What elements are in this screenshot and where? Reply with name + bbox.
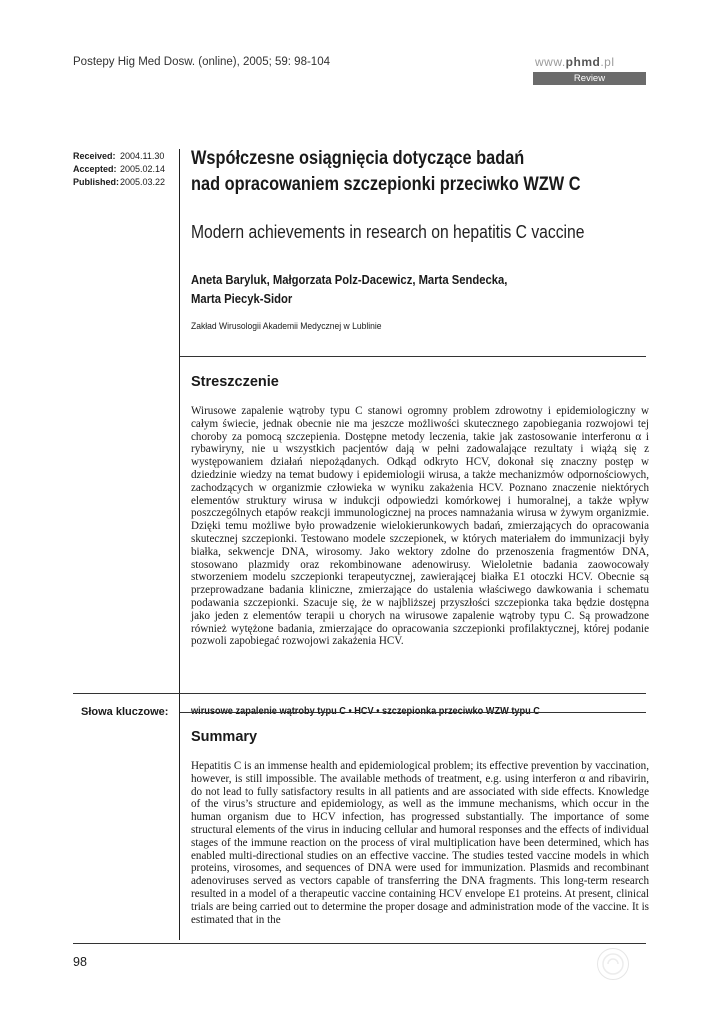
summary-text: Hepatitis C is an immense health and epidemiological problem; its effective prevention by vaccination, however, is still impossible. The available methods of treatment, e.g. using interferon α and ribavirin, do not lead to fully satisfactory results in all patients and are associated with side effects. Knowledge of the virus’s structure and epidemiology, as well as the immune mechanisms, which occur in the human organism due to HCV infection, has progressed substantially. The importance of some structural elements of the virus in inducing cellular and humoral responses and the effects of individual stages of the immune reaction on the process of viral multiplication have been determined, which has enabled multi-directional studies on an effective vaccine. The studies tested vaccine models in which proteins, virosomes, and sequences of DNA were used for immunization. Plasmids and recombinant adenoviruses served as vectors capable of transferring the DNA fragments. This long-term research resulted in a model of a therapeutic vaccine containing HCV envelope E1 proteins. At present, clinical trials are being carried out to determine the proper dosage and administration mode of the vaccine. It is estimated that in the bbox=[191, 760, 649, 926]
title-polish-line2: nad opracowaniem szczepionki przeciwko WZW C bbox=[191, 174, 581, 195]
received-date: 2004.11.30 bbox=[120, 151, 165, 161]
site-prefix: www. bbox=[535, 55, 566, 69]
accepted-row bbox=[73, 163, 165, 176]
accepted-label: Accepted: bbox=[73, 164, 117, 174]
streszczenie-heading: Streszczenie bbox=[191, 374, 279, 390]
watermark-logo-svg bbox=[598, 949, 628, 979]
footer-line bbox=[73, 943, 646, 944]
title-polish-line1: Współczesne osiągnięcia dotyczące badań bbox=[191, 148, 525, 169]
published-date: 2005.03.22 bbox=[120, 177, 166, 187]
site-suffix: .pl bbox=[600, 55, 615, 69]
website-url[interactable] bbox=[535, 55, 615, 69]
received-row bbox=[73, 150, 165, 163]
published-row bbox=[73, 176, 165, 189]
column-divider bbox=[179, 149, 180, 940]
keywords-label: Słowa kluczowe: bbox=[81, 706, 169, 718]
authors bbox=[191, 271, 507, 309]
article-dates bbox=[73, 150, 165, 189]
journal-citation: Postepy Hig Med Dosw. (online), 2005; 59: 98-104 bbox=[73, 56, 330, 68]
site-bold: phmd bbox=[565, 55, 601, 69]
article-type-badge: Review bbox=[533, 72, 646, 85]
keywords-top-line bbox=[73, 693, 646, 694]
summary-heading: Summary bbox=[191, 729, 258, 745]
streszczenie-text: Wirusowe zapalenie wątroby typu C stanowi ogromny problem zdrowotny i epidemiologiczny w całym świecie, jednak obecnie nie ma jeszcze możliwości skutecznego zapobiegania rozwojowi tej choroby za pomocą szczepienia. Dostępne metody leczenia, takie jak zastosowanie interferonu α i rybawiryny, nie u wszystkich pacjentów dają w pełni zadowalające rezultaty i wiążą się z występowaniem działań niepożądanych. Odkąd odkryto HCV, dokonał się znaczny postęp w dziedzinie wiedzy na temat budowy i epidemiologii wirusa, a także mechanizmów odpornościowych, zachodzących w organizmie człowieka w wyniku zakażenia HCV. Poznano znaczenie niektórych elementów struktury wirusa w indukcji odpowiedzi komórkowej i humoralnej, a także wpływ poszczególnych etapów reakcji immunologicznej na proces namnażania wirusa w żywym organizmie. Dzięki temu możliwe było prowadzenie wielokierunkowych badań, zmierzających do opracowania skutecznej szczepionki. Testowano modele szczepionek, w których materiałem do immunizacji były białka, sekwencje DNA, wirosomy. Jako wektory zdolne do przenoszenia fragmentów DNA, stosowano plazmidy oraz rekombinowane adenowirusy. Wieloletnie badania zaowocowały stworzeniem modelu szczepionki terapeutycznej, zawierającej białka E1 otoczki HCV. Obecnie są przeprowadzane badania kliniczne, zmierzające do ustalenia właściwego dawkowania i schematu podawania szczepionki. Szacuje się, że w najbliższej przyszłości szczepionka taka będzie dostępna jako jeden z elementów terapii u chorych na wirusowe zapalenie wątroby typu C. Są prowadzone również wytężone badania, zmierzające do opracowania szczepionki profilaktycznej, której podanie pozwoli zapobiegać rozwojowi zakażenia HCV. bbox=[191, 405, 649, 648]
affiliation: Zakład Wirusologii Akademii Medycznej w Lublinie bbox=[191, 321, 382, 332]
accepted-date: 2005.02.14 bbox=[120, 164, 166, 174]
received-label: Received: bbox=[73, 151, 116, 161]
watermark-logo-icon bbox=[597, 948, 629, 980]
separator-line bbox=[180, 356, 646, 357]
title-polish bbox=[191, 146, 581, 198]
authors-line1: Aneta Baryluk, Małgorzata Polz-Dacewicz, Marta Sendecka, bbox=[191, 273, 508, 287]
authors-line2: Marta Piecyk-Sidor bbox=[191, 292, 293, 306]
page-number: 98 bbox=[73, 955, 87, 969]
title-english: Modern achievements in research on hepatitis C vaccine bbox=[191, 222, 585, 242]
published-label: Published: bbox=[73, 177, 120, 187]
keywords-bottom-line bbox=[180, 712, 646, 713]
